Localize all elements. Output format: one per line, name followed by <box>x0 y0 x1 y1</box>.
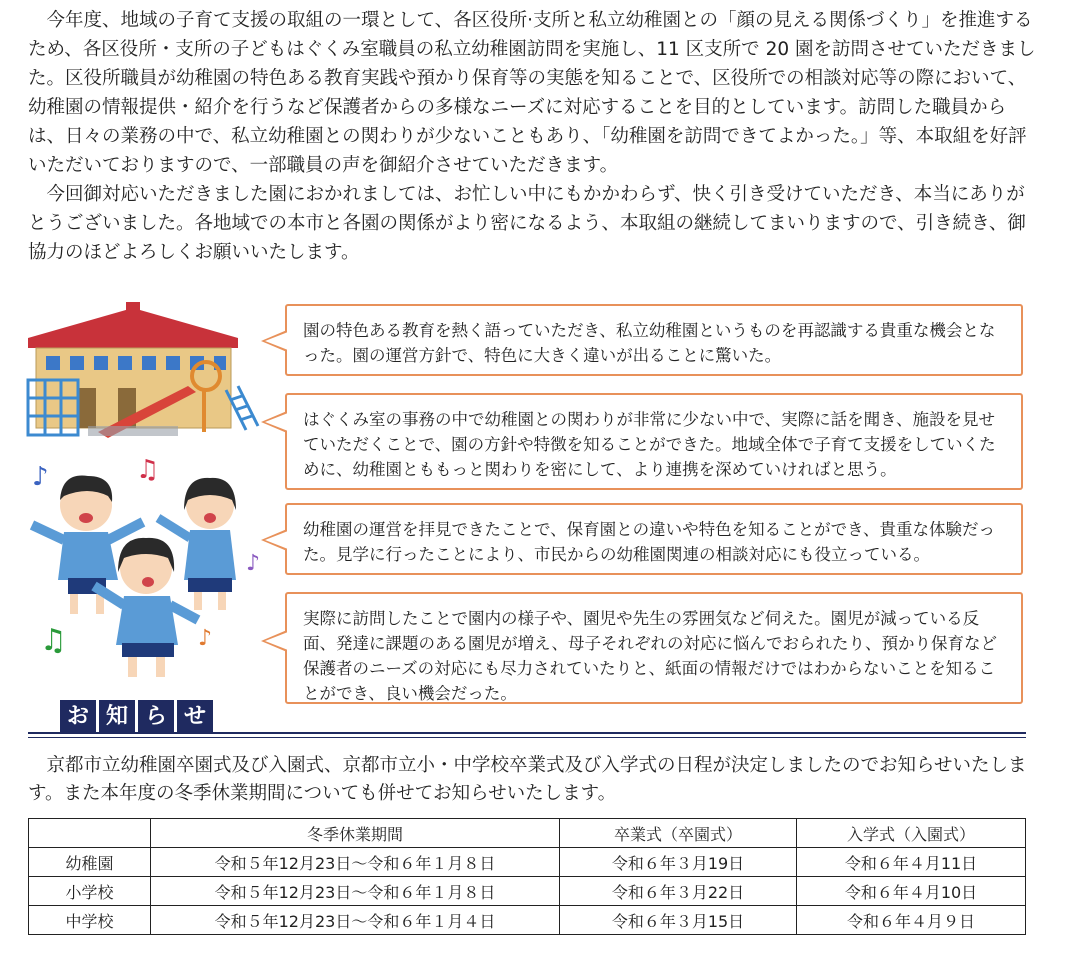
table-cell: 令和５年12月23日～令和６年１月４日 <box>151 906 560 935</box>
comment-text: はぐくみ室の事務の中で幼稚園との関わりが非常に少ない中で、実際に話を聞き、施設を見せていただくことで、園の方針や特徴を知ることができた。地域全体で子育て支援をしていくために、幼稚園とももっと関わりを密にして、より連携を深めていければと思う。 <box>303 410 996 479</box>
divider <box>28 732 1026 734</box>
table-cell: 令和６年３月19日 <box>560 848 797 877</box>
illustration <box>18 300 268 700</box>
notice-heading-char: せ <box>177 700 213 734</box>
table-cell: 幼稚園 <box>29 848 151 877</box>
table-cell: 中学校 <box>29 906 151 935</box>
intro-paragraph-2: 今回御対応いただきました園におかれましては、お忙しい中にもかかわらず、快く引き受けていただき、本当にありがとうございました。各地域での本市と各園の関係がより密になるよう、本取組の継続してまいりますので、引き続き、御協力のほどよろしくお願いいたします。 <box>28 184 1026 263</box>
table-cell: 小学校 <box>29 877 151 906</box>
svg-text:♪: ♪ <box>246 551 261 576</box>
table-cell: 令和５年12月23日～令和６年１月８日 <box>151 848 560 877</box>
svg-text:♪: ♪ <box>32 462 49 492</box>
notice-heading-char: お <box>60 700 96 734</box>
table-cell: 令和６年４月９日 <box>797 906 1026 935</box>
table-cell: 令和６年３月22日 <box>560 877 797 906</box>
intro-paragraph-1: 今年度、地域の子育て支援の取組の一環として、各区役所·支所と私立幼稚園との「顔の見える関係づくり」を推進するため、各区役所・支所の子どもはぐくみ室職員の私立幼稚園訪問を実施し、11 区支所で 20 園を訪問させていただきました。区役所職員が幼稚園の特色ある教育実践や預かり保育等の実態を知ることで、区役所での相談対応等の際において、幼稚園の情報提供・紹介を行うなど保護者からの多様なニーズに対応することを目的としています。訪問した職員からは、日々の業務の中で、私立幼稚園との関わりが少ないこともあり、「幼稚園を訪問できてよかった。」等、本取組を好評いただいておりますので、一部職員の声を御紹介させていただきます。 <box>28 10 1036 176</box>
table-row <box>29 848 1026 877</box>
comment-bubble-3 <box>285 503 1023 575</box>
table-cell: 令和５年12月23日～令和６年１月８日 <box>151 877 560 906</box>
comment-text: 幼稚園の運営を拝見できたことで、保育園との違いや特色を知ることができ、貴重な体験だった。見学に行ったことにより、市民からの幼稚園関連の相談対応にも役立っている。 <box>303 520 996 564</box>
svg-text:♫: ♫ <box>40 623 67 658</box>
table-header: 入学式（入園式） <box>797 819 1026 848</box>
schedule-table <box>28 818 1026 935</box>
comment-text: 園の特色ある教育を熱く語っていただき、私立幼稚園というものを再認識する貴重な機会となった。園の運営方針で、特色に大きく違いが出ることに驚いた。 <box>303 321 996 365</box>
intro-text <box>28 6 1040 267</box>
table-cell: 令和６年３月15日 <box>560 906 797 935</box>
notice-text <box>28 752 1028 808</box>
comment-text: 実際に訪問したことで園内の様子や、園児や先生の雰囲気など伺えた。園児が減っている反面、発達に課題のある園児が増え、母子それぞれの対応に悩んでおられたり、預かり保育など保護者のニーズの対応にも尽力されていたりと、紙面の情報だけではわからないことを知ることができ、良い機会だった。 <box>303 609 997 703</box>
table-header: 卒業式（卒園式） <box>560 819 797 848</box>
comment-bubble-1 <box>285 304 1023 376</box>
table-header <box>29 819 151 848</box>
notice-heading-char: 知 <box>99 700 135 734</box>
notice-heading <box>60 700 213 734</box>
table-cell: 令和６年４月10日 <box>797 877 1026 906</box>
table-header: 冬季休業期間 <box>151 819 560 848</box>
table-cell: 令和６年４月11日 <box>797 848 1026 877</box>
table-header-row <box>29 819 1026 848</box>
notice-heading-char: ら <box>138 700 174 734</box>
table-row <box>29 877 1026 906</box>
divider <box>28 737 1026 738</box>
notice-paragraph: 京都市立幼稚園卒園式及び入園式、京都市立小・中学校卒業式及び入学式の日程が決定しましたのでお知らせいたします。また本年度の冬季休業期間についても併せてお知らせいたします。 <box>28 755 1027 804</box>
svg-text:♪: ♪ <box>198 626 213 651</box>
school-building-icon <box>18 300 268 700</box>
svg-text:♫: ♫ <box>136 455 160 485</box>
comment-bubble-4 <box>285 592 1023 704</box>
table-row <box>29 906 1026 935</box>
comment-bubble-2 <box>285 393 1023 490</box>
